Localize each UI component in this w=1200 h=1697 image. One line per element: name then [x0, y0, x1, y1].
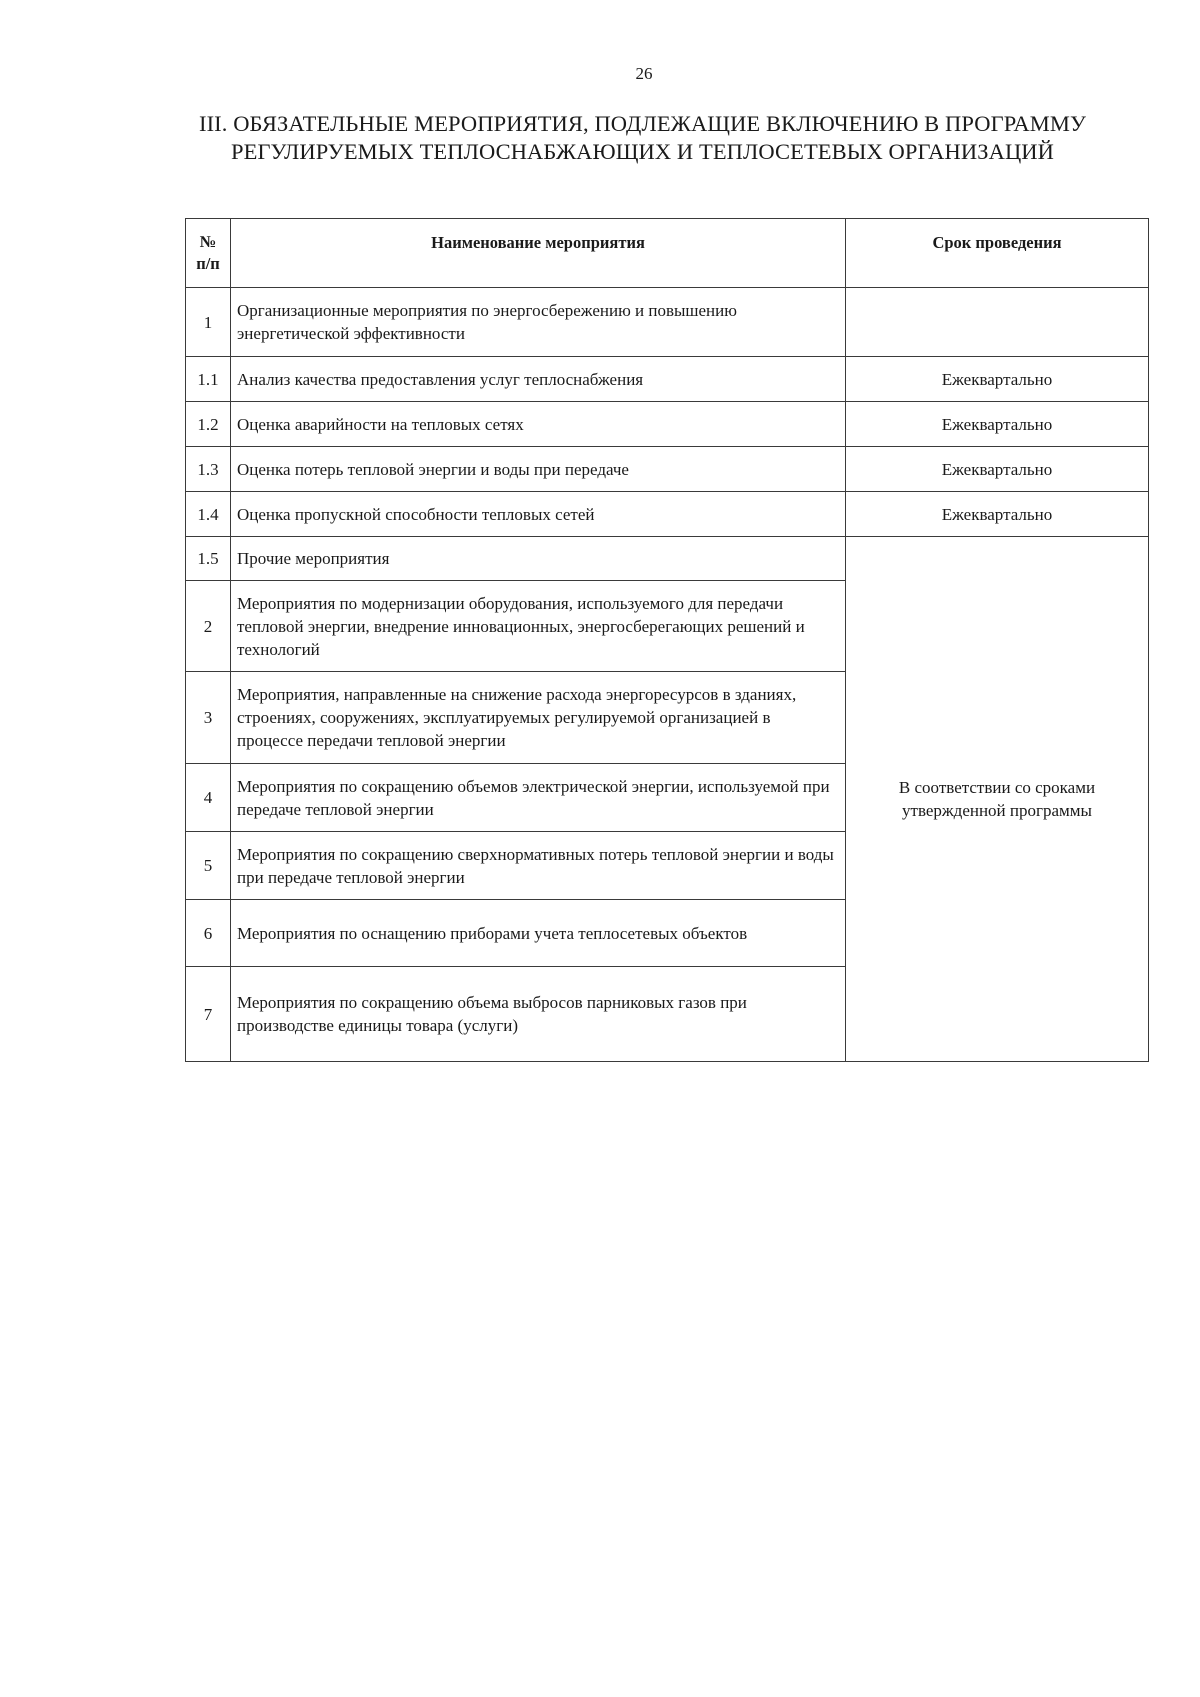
row-term	[846, 288, 1149, 357]
row-num: 1	[186, 288, 231, 357]
row-num: 1.2	[186, 402, 231, 447]
row-term: Ежеквартально	[846, 492, 1149, 537]
row-num: 1.4	[186, 492, 231, 537]
row-num: 2	[186, 581, 231, 672]
row-name: Оценка аварийности на тепловых сетях	[231, 402, 846, 447]
page-number: 26	[635, 64, 653, 83]
row-num: 6	[186, 900, 231, 967]
section-title-line-2: РЕГУЛИРУЕМЫХ ТЕПЛОСНАБЖАЮЩИХ И ТЕПЛОСЕТЕВЫХ ОРГАНИЗАЦИЙ	[230, 139, 1054, 164]
row-name: Мероприятия по сокращению объема выбросов парниковых газов при производстве единицы товара (услуги)	[231, 967, 846, 1062]
header-name: Наименование мероприятия	[231, 219, 846, 288]
row-name: Оценка пропускной способности тепловых сетей	[231, 492, 846, 537]
row-name: Оценка потерь тепловой энергии и воды при передаче	[231, 447, 846, 492]
table-row	[186, 492, 1149, 537]
row-name: Прочие мероприятия	[231, 537, 846, 581]
row-num: 4	[186, 764, 231, 832]
row-num: 5	[186, 832, 231, 900]
row-num: 1.1	[186, 357, 231, 402]
header-term: Срок проведения	[846, 219, 1149, 288]
row-num: 7	[186, 967, 231, 1062]
row-term: Ежеквартально	[846, 357, 1149, 402]
row-name: Организационные мероприятия по энергосбережению и повышению энергетической эффективности	[231, 288, 846, 357]
row-name: Мероприятия, направленные на снижение расхода энергоресурсов в зданиях, строениях, сооружениях, эксплуатируемых регулируемой организацией в процессе передачи тепловой энергии	[231, 672, 846, 764]
row-name: Мероприятия по оснащению приборами учета теплосетевых объектов	[231, 900, 846, 967]
header-num-line-1: №	[199, 232, 217, 251]
row-num: 1.3	[186, 447, 231, 492]
header-num	[186, 219, 231, 288]
row-num: 3	[186, 672, 231, 764]
table-row	[186, 288, 1149, 357]
row-name: Мероприятия по сокращению сверхнормативных потерь тепловой энергии и воды при передаче тепловой энергии	[231, 832, 846, 900]
row-name: Анализ качества предоставления услуг теплоснабжения	[231, 357, 846, 402]
row-term: Ежеквартально	[846, 402, 1149, 447]
section-title-line-1: III. ОБЯЗАТЕЛЬНЫЕ МЕРОПРИЯТИЯ, ПОДЛЕЖАЩИЕ ВКЛЮЧЕНИЮ В ПРОГРАММУ	[198, 111, 1087, 136]
table-row	[186, 402, 1149, 447]
section-title	[150, 110, 1135, 166]
row-term: Ежеквартально	[846, 447, 1149, 492]
row-name: Мероприятия по сокращению объемов электрической энергии, используемой при передаче тепловой энергии	[231, 764, 846, 832]
table-header-row	[186, 219, 1149, 288]
row-name: Мероприятия по модернизации оборудования, используемого для передачи тепловой энергии, внедрение инновационных, энергосберегающих решений и технологий	[231, 581, 846, 672]
header-num-line-2: п/п	[196, 254, 220, 273]
events-table	[185, 218, 1149, 1062]
row-num: 1.5	[186, 537, 231, 581]
row-term-merged: В соответствии со сроками утвержденной программы	[846, 537, 1149, 1062]
table-row	[186, 357, 1149, 402]
table-row	[186, 447, 1149, 492]
table-row	[186, 537, 1149, 581]
